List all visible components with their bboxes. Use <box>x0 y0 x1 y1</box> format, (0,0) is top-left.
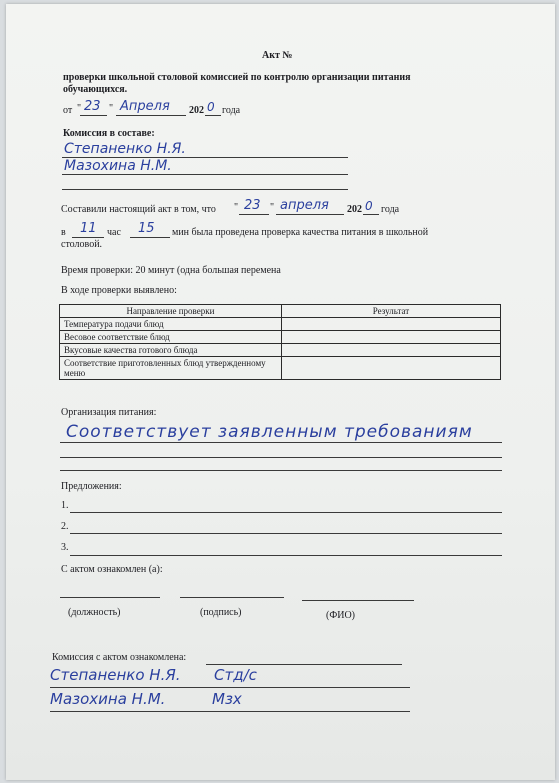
date-year-line <box>205 115 221 116</box>
position-caption: (должность) <box>68 607 121 618</box>
commission-label: Комиссия в составе: <box>63 128 155 139</box>
composed-year-handwritten: 0 <box>365 199 373 213</box>
table-cell-direction: Вкусовые качества готового блюда <box>60 344 282 357</box>
proposal-number-1: 1. <box>61 500 69 511</box>
date-prefix: от <box>63 105 73 116</box>
table-cell-direction: Соответствие приготовленных блюд утвержденному меню <box>60 357 282 380</box>
proposal-line-1 <box>70 512 502 513</box>
composed-line3: столовой. <box>61 239 103 250</box>
commission-acquainted-line-0 <box>206 664 402 665</box>
composed-minute-line <box>130 237 170 238</box>
organization-line-3 <box>60 470 502 471</box>
act-subtitle-line2: обучающихся. <box>63 84 128 95</box>
commission-signature-name-1: Степаненко Н.Я. <box>50 666 181 684</box>
table-cell-result <box>282 318 501 331</box>
document-page <box>6 4 555 780</box>
composed-hour-handwritten: 11 <box>80 221 97 236</box>
table-cell-result <box>282 357 501 380</box>
composed-suffix: года <box>381 204 400 215</box>
organization-label: Организация питания: <box>61 407 157 418</box>
position-line <box>60 597 160 598</box>
commission-signature-2: Мзх <box>212 690 242 708</box>
composed-line2-suffix: мин была проведена проверка качества питания в школьной <box>172 227 429 238</box>
table-cell-direction: Температура подачи блюд <box>60 318 282 331</box>
signature-caption: (подпись) <box>200 607 242 618</box>
date-day-handwritten: 23 <box>84 99 101 114</box>
commission-line-3 <box>62 189 348 190</box>
date-suffix: года <box>222 105 241 116</box>
table-row <box>60 344 501 357</box>
proposal-line-3 <box>70 555 502 556</box>
date-month-handwritten: Апреля <box>120 99 170 114</box>
composed-hour-label: час <box>107 227 121 238</box>
composed-minute-handwritten: 15 <box>138 221 155 236</box>
table-cell-result <box>282 331 501 344</box>
table-cell-result <box>282 344 501 357</box>
checks-table <box>59 304 501 380</box>
table-cell-direction: Весовое соответствие блюд <box>60 331 282 344</box>
composed-in: в <box>61 227 66 238</box>
table-header-direction: Направление проверки <box>60 305 282 318</box>
commission-acquainted-label: Комиссия с актом ознакомлена: <box>52 652 187 663</box>
commission-line-2 <box>62 174 348 175</box>
composed-year-printed: 202 <box>347 204 362 215</box>
commission-signature-name-2: Мазохина Н.М. <box>50 690 166 708</box>
composed-prefix: Составили настоящий акт в том, что <box>61 204 216 215</box>
name-caption: (ФИО) <box>326 610 356 621</box>
organization-value-handwritten: Соответствует заявленным требованиям <box>66 422 473 442</box>
name-line <box>302 600 414 601</box>
check-time: Время проверки: 20 минут (одна большая перемена <box>61 265 281 276</box>
proposal-number-3: 3. <box>61 542 69 553</box>
date-open-quote: " <box>77 103 82 114</box>
commission-member-1: Степаненко Н.Я. <box>64 141 186 157</box>
findings-label: В ходе проверки выявлено: <box>61 285 177 296</box>
composed-month-handwritten: апреля <box>280 198 329 213</box>
act-subtitle-line1: проверки школьной столовой комиссией по контролю организации питания <box>63 72 411 83</box>
date-day-line <box>80 115 107 116</box>
acquainted-label: С актом ознакомлен (а): <box>61 564 163 575</box>
commission-member-2: Мазохина Н.М. <box>64 158 172 174</box>
table-row <box>60 331 501 344</box>
composed-day-handwritten: 23 <box>244 198 261 213</box>
composed-day-line <box>239 214 269 215</box>
date-month-line <box>116 115 186 116</box>
table-header-row <box>60 305 501 318</box>
organization-line-2 <box>60 457 502 458</box>
commission-signature-1: Стд/с <box>214 666 257 684</box>
composed-month-line <box>276 214 344 215</box>
date-year-printed: 202 <box>189 105 204 116</box>
date-close-quote: " <box>109 103 114 114</box>
table-row <box>60 318 501 331</box>
table-header-result: Результат <box>282 305 501 318</box>
proposal-line-2 <box>70 533 502 534</box>
proposal-number-2: 2. <box>61 521 69 532</box>
act-title: Акт № <box>262 50 293 61</box>
table-row <box>60 357 501 380</box>
signature-line <box>180 597 284 598</box>
composed-year-line <box>363 214 379 215</box>
date-year-handwritten: 0 <box>207 100 215 114</box>
composed-close-quote: " <box>270 202 275 213</box>
commission-acquainted-line-1 <box>50 687 410 688</box>
composed-open-quote: " <box>234 202 239 213</box>
composed-hour-line <box>72 237 104 238</box>
proposals-label: Предложения: <box>61 481 122 492</box>
commission-acquainted-line-2 <box>50 711 410 712</box>
organization-line-1 <box>60 442 502 443</box>
